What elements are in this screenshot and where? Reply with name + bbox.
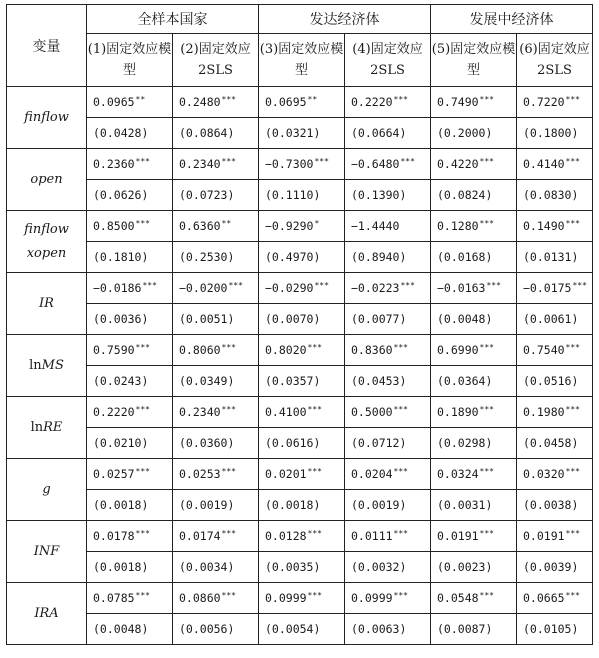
significance-stars: *** bbox=[565, 219, 580, 228]
table-body bbox=[7, 87, 593, 645]
standard-error-cell: (0.0038) bbox=[517, 490, 593, 521]
standard-error-cell: (0.0077) bbox=[345, 304, 431, 335]
standard-error-cell: (0.0712) bbox=[345, 428, 431, 459]
standard-error-cell: (0.0039) bbox=[517, 552, 593, 583]
significance-stars: *** bbox=[572, 281, 587, 290]
coefficient-cell bbox=[431, 211, 517, 242]
variable-symbol: RE bbox=[43, 419, 63, 435]
standard-error-cell: (0.0349) bbox=[173, 366, 259, 397]
significance-stars: *** bbox=[565, 343, 580, 352]
variable-name bbox=[7, 397, 87, 459]
coefficient-cell bbox=[345, 273, 431, 304]
coefficient-value: 0.0695 bbox=[265, 95, 307, 109]
standard-error-cell: (0.4970) bbox=[259, 242, 345, 273]
coefficient-value: 0.7590 bbox=[93, 343, 135, 357]
coefficient-value: 0.2340 bbox=[179, 157, 221, 171]
significance-stars: *** bbox=[135, 219, 150, 228]
coefficient-cell bbox=[431, 273, 517, 304]
coefficient-value: 0.5000 bbox=[351, 405, 393, 419]
coefficient-cell bbox=[173, 521, 259, 552]
standard-error-cell: (0.0048) bbox=[431, 304, 517, 335]
coefficient-value: 0.8020 bbox=[265, 343, 307, 357]
standard-error-cell: (0.2530) bbox=[173, 242, 259, 273]
variable-prefix: ln bbox=[30, 419, 44, 435]
variable-prefix: ln bbox=[29, 357, 42, 373]
standard-error-cell: (0.0105) bbox=[517, 614, 593, 645]
standard-error-cell: (0.0210) bbox=[87, 428, 173, 459]
coefficient-value: −0.0290 bbox=[265, 281, 314, 295]
standard-error-cell: (0.0035) bbox=[259, 552, 345, 583]
variable-symbol: finflow bbox=[24, 109, 69, 125]
coefficient-value: 0.0320 bbox=[523, 467, 565, 481]
coefficient-value: 0.0965 bbox=[93, 95, 135, 109]
model-header: (6)固定效应 2SLS bbox=[517, 34, 593, 87]
coefficient-value: 0.0860 bbox=[179, 591, 221, 605]
standard-error-cell: (0.0019) bbox=[173, 490, 259, 521]
coefficient-cell bbox=[345, 149, 431, 180]
coefficient-cell bbox=[87, 335, 173, 366]
significance-stars: *** bbox=[221, 343, 236, 352]
coefficient-cell bbox=[431, 397, 517, 428]
variable-name bbox=[7, 87, 87, 149]
significance-stars: *** bbox=[393, 343, 408, 352]
variable-name bbox=[7, 583, 87, 645]
significance-stars: ** bbox=[135, 95, 146, 104]
significance-stars: *** bbox=[142, 281, 157, 290]
table-row bbox=[7, 521, 593, 552]
coefficient-cell bbox=[259, 211, 345, 242]
significance-stars: *** bbox=[135, 405, 150, 414]
standard-error-cell: (0.0321) bbox=[259, 118, 345, 149]
variable-symbol: IRA bbox=[34, 605, 59, 621]
standard-error-cell: (0.0087) bbox=[431, 614, 517, 645]
significance-stars: *** bbox=[565, 591, 580, 600]
coefficient-value: −1.4440 bbox=[351, 219, 400, 233]
standard-error-cell: (0.0428) bbox=[87, 118, 173, 149]
significance-stars: ** bbox=[307, 95, 318, 104]
standard-error-cell: (0.8940) bbox=[345, 242, 431, 273]
coefficient-cell bbox=[87, 397, 173, 428]
model-header: (1)固定效应模型 bbox=[87, 34, 173, 87]
coefficient-cell bbox=[173, 459, 259, 490]
significance-stars: *** bbox=[221, 405, 236, 414]
table-row bbox=[7, 273, 593, 304]
coefficient-value: 0.2480 bbox=[179, 95, 221, 109]
coefficient-cell bbox=[87, 459, 173, 490]
coefficient-cell bbox=[517, 335, 593, 366]
coefficient-value: −0.0163 bbox=[437, 281, 486, 295]
standard-error-cell: (0.0830) bbox=[517, 180, 593, 211]
significance-stars: *** bbox=[400, 157, 415, 166]
variable-name bbox=[7, 149, 87, 211]
table-row-se bbox=[7, 614, 593, 645]
significance-stars: *** bbox=[135, 591, 150, 600]
standard-error-cell: (0.0023) bbox=[431, 552, 517, 583]
coefficient-cell bbox=[517, 521, 593, 552]
coefficient-value: −0.9290 bbox=[265, 219, 314, 233]
variable-symbol: INF bbox=[33, 543, 60, 559]
table-row-se bbox=[7, 490, 593, 521]
table-row-se bbox=[7, 552, 593, 583]
coefficient-cell bbox=[259, 335, 345, 366]
standard-error-cell: (0.0168) bbox=[431, 242, 517, 273]
standard-error-cell: (0.0626) bbox=[87, 180, 173, 211]
significance-stars: *** bbox=[393, 467, 408, 476]
table-row bbox=[7, 459, 593, 490]
variable-name bbox=[7, 521, 87, 583]
significance-stars: *** bbox=[565, 529, 580, 538]
significance-stars: *** bbox=[135, 157, 150, 166]
coefficient-cell bbox=[173, 335, 259, 366]
group-header-developed: 发达经济体 bbox=[259, 5, 431, 34]
table-row-se bbox=[7, 366, 593, 397]
variable-symbol: g bbox=[42, 481, 51, 497]
coefficient-cell bbox=[87, 211, 173, 242]
coefficient-cell bbox=[87, 583, 173, 614]
coefficient-cell bbox=[259, 87, 345, 118]
significance-stars: *** bbox=[479, 405, 494, 414]
significance-stars: *** bbox=[486, 281, 501, 290]
variable-symbol: MS bbox=[41, 357, 64, 373]
variable-name bbox=[7, 335, 87, 397]
significance-stars: * bbox=[314, 219, 320, 228]
model-header: (5)固定效应模型 bbox=[431, 34, 517, 87]
coefficient-cell bbox=[431, 335, 517, 366]
standard-error-cell: (0.0131) bbox=[517, 242, 593, 273]
significance-stars: *** bbox=[565, 405, 580, 414]
standard-error-cell: (0.2000) bbox=[431, 118, 517, 149]
significance-stars: *** bbox=[479, 343, 494, 352]
coefficient-cell bbox=[345, 583, 431, 614]
table-row bbox=[7, 87, 593, 118]
standard-error-cell: (0.0031) bbox=[431, 490, 517, 521]
coefficient-cell bbox=[345, 521, 431, 552]
significance-stars: *** bbox=[135, 529, 150, 538]
significance-stars: *** bbox=[307, 591, 322, 600]
standard-error-cell: (0.0616) bbox=[259, 428, 345, 459]
standard-error-cell: (0.0018) bbox=[87, 552, 173, 583]
significance-stars: *** bbox=[479, 157, 494, 166]
significance-stars: *** bbox=[221, 157, 236, 166]
coefficient-cell bbox=[87, 87, 173, 118]
table-row bbox=[7, 211, 593, 242]
model-header: (4)固定效应 2SLS bbox=[345, 34, 431, 87]
coefficient-value: 0.0548 bbox=[437, 591, 479, 605]
coefficient-value: −0.0223 bbox=[351, 281, 400, 295]
coefficient-value: −0.0186 bbox=[93, 281, 142, 295]
coefficient-cell bbox=[173, 87, 259, 118]
coefficient-value: 0.1490 bbox=[523, 219, 565, 233]
significance-stars: *** bbox=[221, 591, 236, 600]
significance-stars: *** bbox=[307, 343, 322, 352]
significance-stars: *** bbox=[400, 281, 415, 290]
significance-stars: ** bbox=[221, 219, 232, 228]
standard-error-cell: (0.0364) bbox=[431, 366, 517, 397]
coefficient-cell bbox=[173, 211, 259, 242]
standard-error-cell: (0.0061) bbox=[517, 304, 593, 335]
coefficient-value: 0.4100 bbox=[265, 405, 307, 419]
standard-error-cell: (0.0723) bbox=[173, 180, 259, 211]
standard-error-cell: (0.0824) bbox=[431, 180, 517, 211]
significance-stars: *** bbox=[307, 405, 322, 414]
significance-stars: *** bbox=[479, 95, 494, 104]
coefficient-value: 0.0665 bbox=[523, 591, 565, 605]
significance-stars: *** bbox=[221, 467, 236, 476]
significance-stars: *** bbox=[565, 467, 580, 476]
coefficient-cell bbox=[87, 149, 173, 180]
coefficient-value: 0.0257 bbox=[93, 467, 135, 481]
coefficient-cell bbox=[173, 149, 259, 180]
coefficient-cell bbox=[259, 397, 345, 428]
coefficient-value: −0.0175 bbox=[523, 281, 572, 295]
standard-error-cell: (0.0357) bbox=[259, 366, 345, 397]
significance-stars: *** bbox=[393, 95, 408, 104]
coefficient-cell bbox=[345, 211, 431, 242]
coefficient-value: 0.7220 bbox=[523, 95, 565, 109]
coefficient-cell bbox=[517, 459, 593, 490]
coefficient-value: 0.6990 bbox=[437, 343, 479, 357]
coefficient-cell bbox=[259, 149, 345, 180]
coefficient-value: 0.0253 bbox=[179, 467, 221, 481]
coefficient-cell bbox=[87, 521, 173, 552]
coefficient-value: −0.6480 bbox=[351, 157, 400, 171]
model-header: (2)固定效应 2SLS bbox=[173, 34, 259, 87]
standard-error-cell: (0.0018) bbox=[87, 490, 173, 521]
variable-name bbox=[7, 273, 87, 335]
standard-error-cell: (0.0054) bbox=[259, 614, 345, 645]
coefficient-value: 0.2360 bbox=[93, 157, 135, 171]
standard-error-cell: (0.0864) bbox=[173, 118, 259, 149]
table-row-se bbox=[7, 180, 593, 211]
coefficient-value: 0.0785 bbox=[93, 591, 135, 605]
significance-stars: *** bbox=[221, 95, 236, 104]
significance-stars: *** bbox=[314, 157, 329, 166]
standard-error-cell: (0.1390) bbox=[345, 180, 431, 211]
coefficient-value: 0.0174 bbox=[179, 529, 221, 543]
standard-error-cell: (0.0458) bbox=[517, 428, 593, 459]
coefficient-cell bbox=[431, 87, 517, 118]
coefficient-cell bbox=[259, 273, 345, 304]
coefficient-value: 0.7490 bbox=[437, 95, 479, 109]
standard-error-cell: (0.0032) bbox=[345, 552, 431, 583]
significance-stars: *** bbox=[479, 467, 494, 476]
coefficient-value: 0.1980 bbox=[523, 405, 565, 419]
coefficient-value: 0.8500 bbox=[93, 219, 135, 233]
coefficient-value: 0.0128 bbox=[265, 529, 307, 543]
table-row bbox=[7, 335, 593, 366]
coefficient-cell bbox=[431, 459, 517, 490]
coefficient-value: 0.8360 bbox=[351, 343, 393, 357]
coefficient-value: 0.4140 bbox=[523, 157, 565, 171]
coefficient-value: 0.0191 bbox=[523, 529, 565, 543]
table-row bbox=[7, 149, 593, 180]
standard-error-cell: (0.0036) bbox=[87, 304, 173, 335]
coefficient-value: 0.0191 bbox=[437, 529, 479, 543]
coefficient-cell bbox=[517, 211, 593, 242]
standard-error-cell: (0.0051) bbox=[173, 304, 259, 335]
model-header: (3)固定效应模型 bbox=[259, 34, 345, 87]
coefficient-cell bbox=[431, 583, 517, 614]
standard-error-cell: (0.0664) bbox=[345, 118, 431, 149]
variable-symbol-line2: xopen bbox=[26, 245, 67, 261]
table-row-se bbox=[7, 118, 593, 149]
coefficient-cell bbox=[517, 87, 593, 118]
coefficient-value: −0.7300 bbox=[265, 157, 314, 171]
coefficient-value: 0.0204 bbox=[351, 467, 393, 481]
standard-error-cell: (0.1110) bbox=[259, 180, 345, 211]
variable-name bbox=[7, 211, 87, 273]
coefficient-value: 0.0201 bbox=[265, 467, 307, 481]
significance-stars: *** bbox=[393, 405, 408, 414]
coefficient-value: 0.8060 bbox=[179, 343, 221, 357]
coefficient-cell bbox=[517, 583, 593, 614]
coefficient-value: 0.1280 bbox=[437, 219, 479, 233]
coefficient-cell bbox=[431, 521, 517, 552]
coefficient-cell bbox=[259, 521, 345, 552]
standard-error-cell: (0.0048) bbox=[87, 614, 173, 645]
group-header-developing: 发展中经济体 bbox=[431, 5, 593, 34]
significance-stars: *** bbox=[565, 157, 580, 166]
standard-error-cell: (0.0360) bbox=[173, 428, 259, 459]
model-header-row bbox=[7, 34, 593, 87]
variable-column-header: 变量 bbox=[7, 5, 87, 87]
standard-error-cell: (0.0298) bbox=[431, 428, 517, 459]
coefficient-value: 0.0999 bbox=[265, 591, 307, 605]
standard-error-cell: (0.0063) bbox=[345, 614, 431, 645]
coefficient-cell bbox=[173, 583, 259, 614]
coefficient-cell bbox=[345, 397, 431, 428]
significance-stars: *** bbox=[479, 219, 494, 228]
coefficient-cell bbox=[517, 397, 593, 428]
significance-stars: *** bbox=[307, 467, 322, 476]
significance-stars: *** bbox=[228, 281, 243, 290]
coefficient-cell bbox=[517, 149, 593, 180]
coefficient-value: 0.6360 bbox=[179, 219, 221, 233]
coefficient-cell bbox=[173, 273, 259, 304]
significance-stars: *** bbox=[135, 467, 150, 476]
coefficient-value: 0.2220 bbox=[93, 405, 135, 419]
significance-stars: *** bbox=[393, 591, 408, 600]
coefficient-value: 0.7540 bbox=[523, 343, 565, 357]
table-row-se bbox=[7, 428, 593, 459]
coefficient-cell bbox=[259, 459, 345, 490]
coefficient-cell bbox=[517, 273, 593, 304]
coefficient-value: 0.2340 bbox=[179, 405, 221, 419]
table-row-se bbox=[7, 304, 593, 335]
standard-error-cell: (0.0243) bbox=[87, 366, 173, 397]
significance-stars: *** bbox=[307, 529, 322, 538]
coefficient-value: 0.4220 bbox=[437, 157, 479, 171]
coefficient-cell bbox=[259, 583, 345, 614]
significance-stars: *** bbox=[479, 591, 494, 600]
standard-error-cell: (0.0019) bbox=[345, 490, 431, 521]
coefficient-value: 0.0324 bbox=[437, 467, 479, 481]
standard-error-cell: (0.0453) bbox=[345, 366, 431, 397]
significance-stars: *** bbox=[565, 95, 580, 104]
significance-stars: *** bbox=[479, 529, 494, 538]
coefficient-cell bbox=[345, 87, 431, 118]
variable-symbol: open bbox=[30, 171, 63, 187]
coefficient-cell bbox=[345, 459, 431, 490]
significance-stars: *** bbox=[135, 343, 150, 352]
coefficient-cell bbox=[431, 149, 517, 180]
standard-error-cell: (0.0034) bbox=[173, 552, 259, 583]
table-row bbox=[7, 397, 593, 428]
standard-error-cell: (0.1810) bbox=[87, 242, 173, 273]
standard-error-cell: (0.0056) bbox=[173, 614, 259, 645]
standard-error-cell: (0.0018) bbox=[259, 490, 345, 521]
standard-error-cell: (0.0516) bbox=[517, 366, 593, 397]
table-row-se bbox=[7, 242, 593, 273]
standard-error-cell: (0.0070) bbox=[259, 304, 345, 335]
coefficient-value: 0.0111 bbox=[351, 529, 393, 543]
variable-name bbox=[7, 459, 87, 521]
variable-symbol: finflow bbox=[24, 221, 69, 237]
coefficient-value: −0.0200 bbox=[179, 281, 228, 295]
standard-error-cell: (0.1800) bbox=[517, 118, 593, 149]
coefficient-value: 0.0999 bbox=[351, 591, 393, 605]
coefficient-value: 0.2220 bbox=[351, 95, 393, 109]
table-row bbox=[7, 583, 593, 614]
coefficient-value: 0.0178 bbox=[93, 529, 135, 543]
significance-stars: *** bbox=[314, 281, 329, 290]
regression-results-table bbox=[6, 4, 593, 645]
coefficient-cell bbox=[173, 397, 259, 428]
coefficient-cell bbox=[345, 335, 431, 366]
coefficient-value: 0.1890 bbox=[437, 405, 479, 419]
group-header-full-sample: 全样本国家 bbox=[87, 5, 259, 34]
variable-symbol: IR bbox=[39, 295, 54, 311]
significance-stars: *** bbox=[221, 529, 236, 538]
coefficient-cell bbox=[87, 273, 173, 304]
significance-stars: *** bbox=[393, 529, 408, 538]
group-header-row bbox=[7, 5, 593, 34]
